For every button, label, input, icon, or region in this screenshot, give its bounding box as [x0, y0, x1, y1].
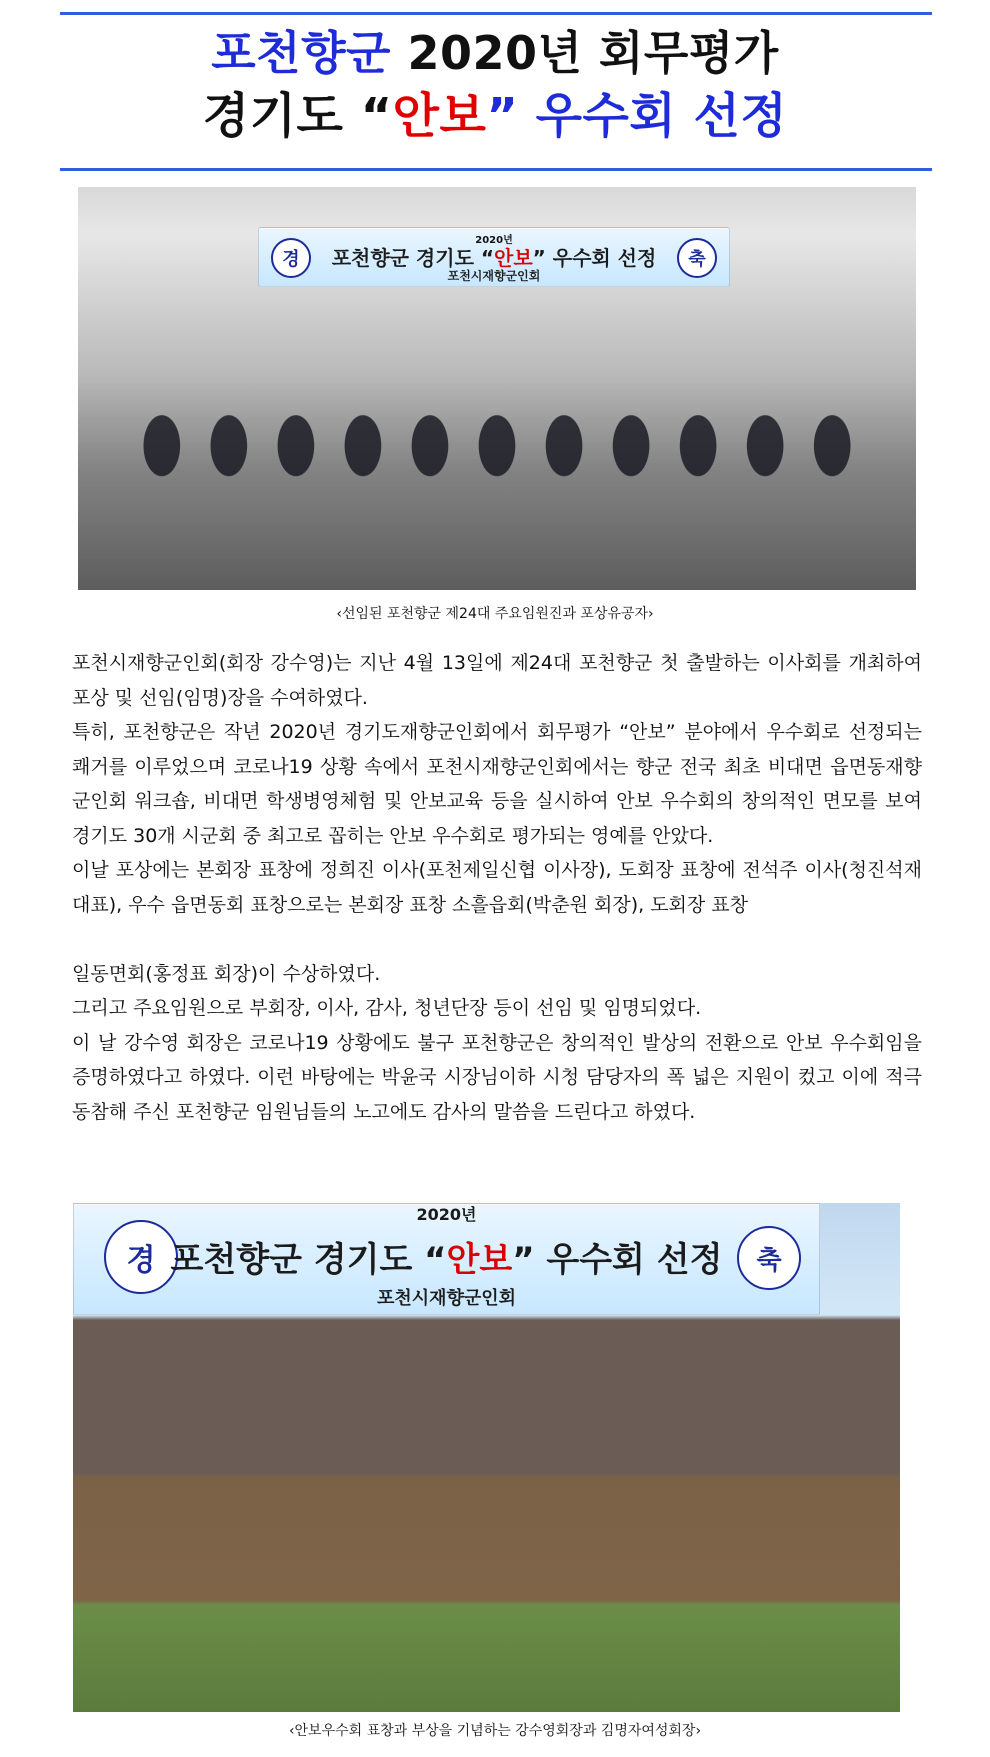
title-line2-red: 안보	[392, 88, 487, 144]
title-line2-black-1: 경기도 “	[202, 88, 393, 144]
title-line2-blue: ” 우수회 선정	[486, 88, 788, 144]
banner-main-part2: 안보	[494, 246, 533, 270]
photo2-caption: ‹안보우수회 표창과 부상을 기념하는 강수영회장과 김명자여성회장›	[288, 1723, 702, 1739]
award-photo-placeholder	[73, 1203, 900, 1712]
badge-right-text: 축	[688, 249, 706, 270]
article-paragraph-4: 일동면회(홍정표 회장)이 수상하였다.	[72, 962, 381, 985]
title-line1-blue: 포천향군	[211, 26, 391, 80]
badge-left-text: 경	[282, 249, 300, 270]
banner-main-part3: ” 우수회 선정	[532, 246, 657, 270]
award-badge-right-text: 축	[756, 1245, 782, 1276]
award-banner-main-text	[74, 1232, 819, 1281]
award-banner-main-part2: 안보	[446, 1240, 513, 1280]
banner-year: 2020년	[475, 235, 513, 246]
award-banner-main-part1: 포천향군 경기도 “	[170, 1240, 447, 1280]
award-banner-main-part3: ” 우수회 선정	[512, 1240, 723, 1280]
article-spacer	[72, 922, 922, 957]
group-photo-placeholder	[78, 187, 916, 590]
article-paragraph-5: 그리고 주요임원으로 부회장, 이사, 감사, 청년단장 등이 선임 및 임명되었다.	[72, 997, 702, 1019]
article-paragraph-1: 포천시재향군인회(회장 강수영)는 지난 4월 13일에 제24대 포천향군 첫 출발하는 이사회를 개최하여 포상 및 선임(임명)장을 수여하였다.	[72, 652, 922, 709]
award-banner-year: 2020년	[416, 1205, 477, 1224]
award-event-banner	[73, 1203, 820, 1315]
article-paragraph-3: 이날 포상에는 본회장 표창에 정희진 이사(포천제일신협 이사장), 도회장 표창에 전석주 이사(청진석재 대표), 우수 읍면동회 표창으로는 본회장 표창 소흘읍회(박춘원 회장), 도회장 표창	[72, 859, 922, 916]
banner-sub: 포천시재향군인회	[447, 269, 541, 283]
header-bottom-rule	[60, 168, 932, 171]
photo1-caption: ‹선임된 포천향군 제24대 주요임원진과 포상유공자›	[336, 606, 654, 622]
header-top-rule	[60, 12, 932, 15]
award-badge-left-text: 경	[126, 1243, 156, 1278]
page-title-line1	[0, 26, 990, 80]
group-people-silhouettes	[78, 368, 916, 590]
event-banner	[258, 227, 730, 287]
award-banner-sub: 포천시재향군인회	[376, 1288, 517, 1309]
page-title-line2	[0, 88, 990, 144]
banner-main-part1: 포천향군 경기도 “	[331, 246, 494, 270]
article-paragraph-6: 이 날 강수영 회장은 코로나19 상황에도 불구 포천향군은 창의적인 발상의 전환으로 안보 우수회임을 증명하였다고 하였다. 이런 바탕에는 박윤국 시장님이하 시청 담당자의 폭 넓은 지원이 컸고 이에 적극 동참해 주신 포천향군 임원님들의 노고에도 감사의 말씀을 드린다고 하였다.	[72, 1031, 922, 1123]
article-paragraph-2: 특히, 포천향군은 작년 2020년 경기도재향군인회에서 회무평가 “안보” 분야에서 우수회로 선정되는 쾌거를 이루었으며 코로나19 상황 속에서 포천시재향군인회에서는 향군 전국 최초 비대면 읍면동재향군인회 워크숍, 비대면 학생병영체험 및 안보교육 등을 실시하여 안보 우수회의 창의적인 면모를 보여 경기도 30개 시군회 중 최고로 꼽히는 안보 우수회로 평가되는 영예를 안았다.	[72, 721, 922, 847]
article-body	[72, 646, 922, 1129]
title-line1-black: 2020년 회무평가	[391, 26, 779, 80]
